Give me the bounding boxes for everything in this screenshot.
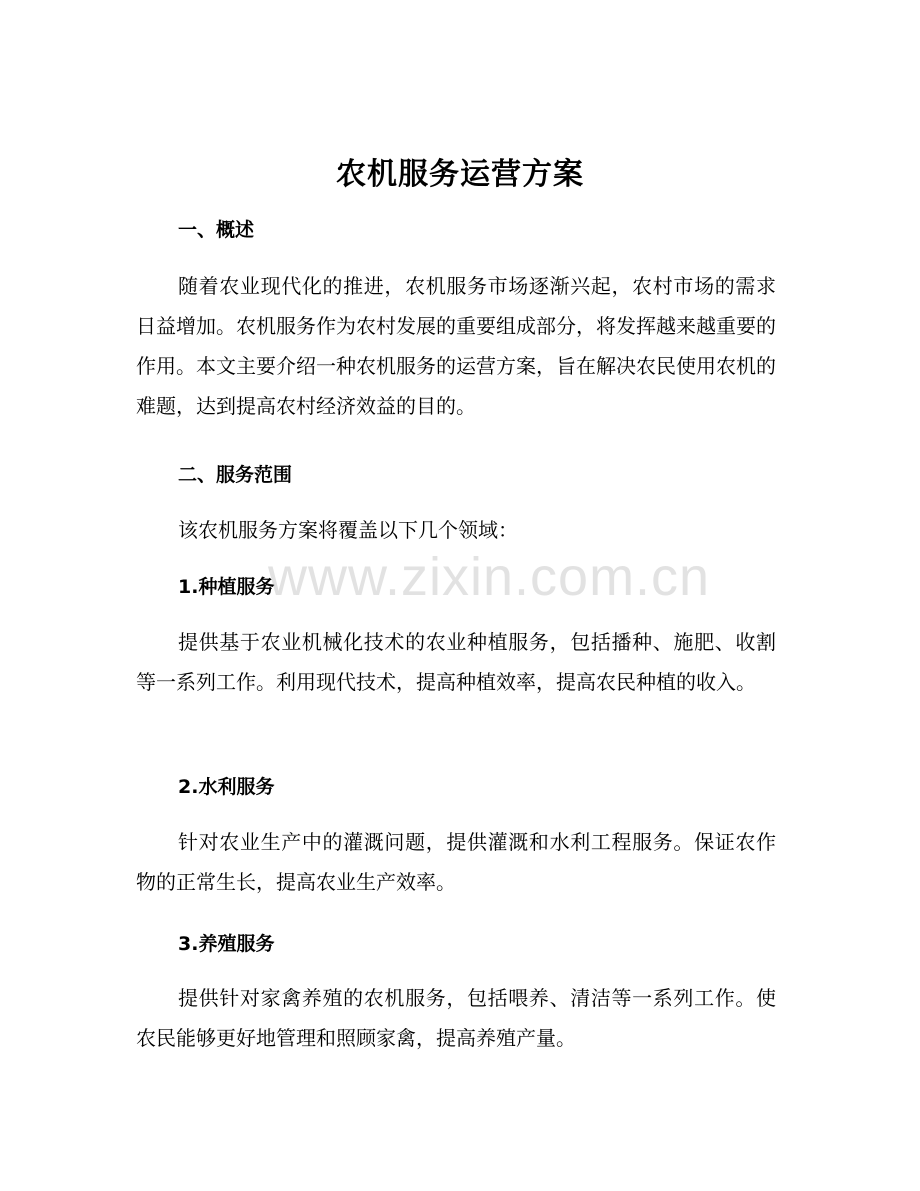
planting-paragraph: 提供基于农业机械化技术的农业种植服务，包括播种、施肥、收割等一系列工作。利用现代技术，提高种植效率，提高农民种植的收入。 (136, 630, 776, 694)
section-heading-overview: 一、概述 (178, 219, 255, 241)
item-heading-breeding: 3.养殖服务 (178, 933, 275, 955)
page-title: 农机服务运营方案 (336, 157, 584, 192)
watermark: www.zixin.com.cn (268, 547, 711, 607)
overview-paragraph: 随着农业现代化的推进，农机服务市场逐渐兴起，农村市场的需求日益增加。农机服务作为农村发展的重要组成部分，将发挥越来越重要的作用。本文主要介绍一种农机服务的运营方案，旨在解决农民使用农机的难题，达到提高农村经济效益的目的。 (136, 274, 776, 418)
breeding-paragraph: 提供针对家禽养殖的农机服务，包括喂养、清洁等一系列工作。使农民能够更好地管理和照顾家禽，提高养殖产量。 (136, 986, 776, 1050)
scope-intro: 该农机服务方案将覆盖以下几个领域： (178, 518, 518, 542)
water-paragraph: 针对农业生产中的灌溉问题，提供灌溉和水利工程服务。保证农作物的正常生长，提高农业生产效率。 (136, 830, 776, 894)
item-heading-planting: 1.种植服务 (178, 576, 275, 598)
item-heading-water: 2.水利服务 (178, 776, 275, 798)
section-heading-scope: 二、服务范围 (178, 464, 293, 486)
